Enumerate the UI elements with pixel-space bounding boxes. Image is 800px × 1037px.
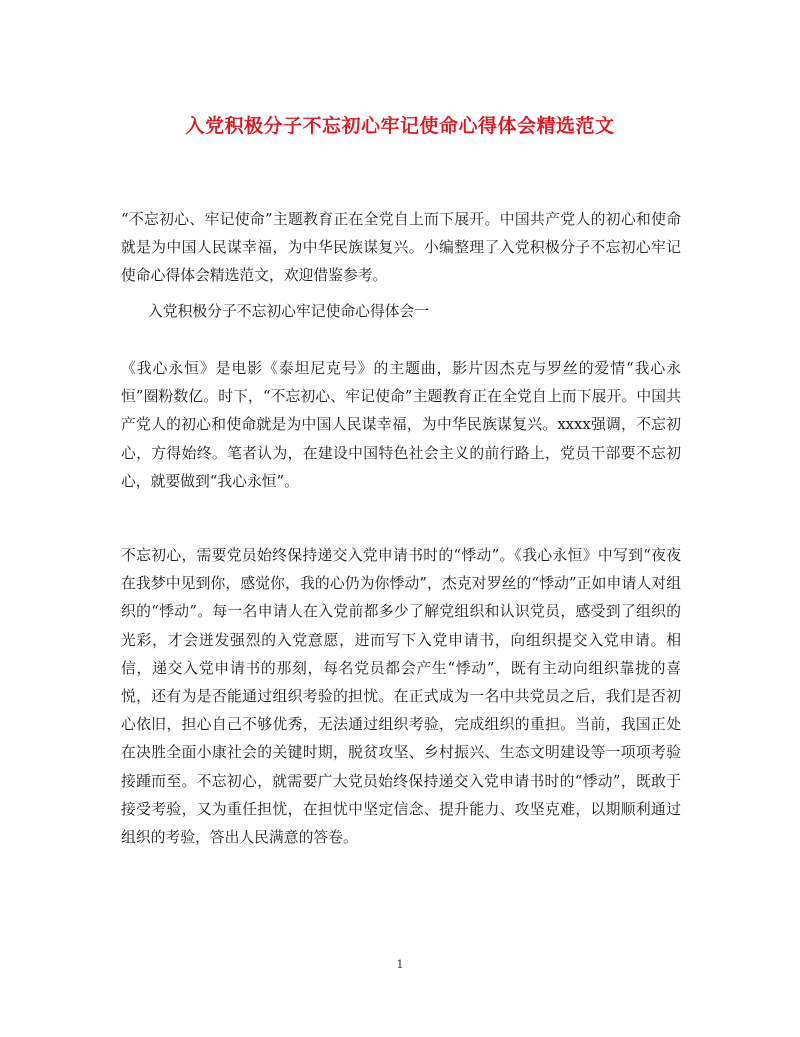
page-number: 1 [396,958,404,971]
document-title: 入党积极分子不忘初心牢记使命心得体会精选范文 [185,115,615,137]
section-heading: 入党积极分子不忘初心牢记使命心得体会一 [148,303,430,320]
intro-paragraph: “不忘初心、牢记使命”主题教育正在全党自上而下展开。中国共产党人的初心和使命就是为中国人民谋幸福，为中华民族谋复兴。小编整理了入党积极分子不忘初心牢记使命心得体会精选范文，欢迎借鉴参考。 [121,211,681,285]
body-paragraph: 不忘初心，需要党员始终保持递交入党申请书时的“悸动”。《我心永恒》中写到“夜夜在我梦中见到你，感觉你，我的心仍为你悸动”，杰克对罗丝的“悸动”正如申请人对组织的“悸动”。每一名申请人在入党前都多少了解党组织和认识党员，感受到了组织的光彩，才会迸发强烈的入党意愿，进而写下入党申请书，向组织提交入党申请。相信，递交入党申请书的那刻，每名党员都会产生“悸动”，既有主动向组织靠拢的喜悦，还有为是否能通过组织考验的担忧。在正式成为一名中共党员之后，我们是否初心依旧，担心自己不够优秀，无法通过组织考验，完成组织的重担。当前，我国正处在决胜全面小康社会的关键时期，脱贫攻坚、乡村振兴、生态文明建设等一项项考验接踵而至。不忘初心，就需要广大党员始终保持递交入党申请书时的“悸动”，既敢于接受考验，又为重任担忧，在担忧中坚定信念、提升能力、攻坚克难，以期顺利通过组织的考验，答出人民满意的答卷。 [121,547,681,847]
body-paragraph: 《我心永恒》是电影《泰坦尼克号》的主题曲，影片因杰克与罗丝的爱情“我心永恒”圈粉数亿。时下，“不忘初心、牢记使命”主题教育正在全党自上而下展开。中国共产党人的初心和使命就是为中国人民谋幸福，为中华民族谋复兴。xxxx强调，不忘初心，方得始终。笔者认为，在建设中国特色社会主义的前行路上，党员干部要不忘初心，就要做到“我心永恒”。 [121,360,681,490]
